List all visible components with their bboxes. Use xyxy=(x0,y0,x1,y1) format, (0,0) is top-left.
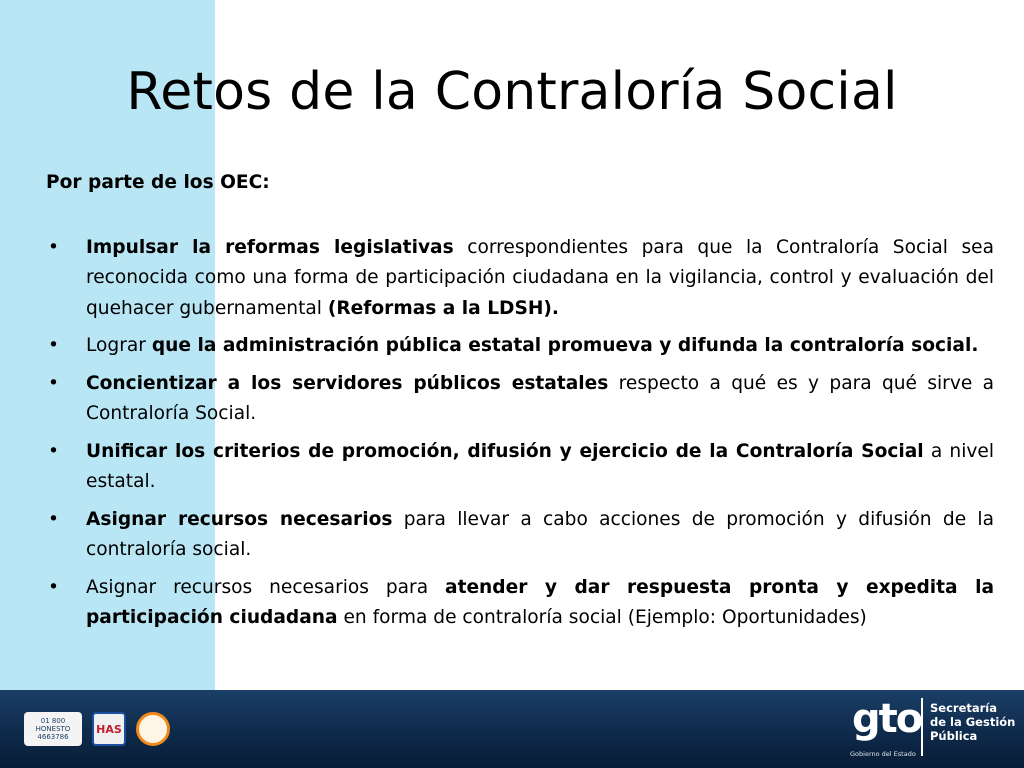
has-logo xyxy=(92,712,126,746)
slide-title: Retos de la Contraloría Social xyxy=(126,62,898,122)
bullet-dot: • xyxy=(48,335,59,356)
secretaria-line-2: de la Gestión xyxy=(930,715,1016,729)
bullet-text: a nivel estatal. xyxy=(86,440,994,492)
bullet-text: Asignar recursos necesarios para xyxy=(86,576,446,598)
bullet-dot: • xyxy=(48,440,59,462)
footer-divider xyxy=(921,698,923,756)
bullet-text: respecto a qué es y para qué sirve a Contraloría Social. xyxy=(86,372,994,424)
bullet-text: correspondientes para que la Contraloría Social sea reconocida como una forma de participación ciudadana en la vigilancia, control y evaluación del quehacer gubernamental xyxy=(86,236,994,319)
bullet-dot: • xyxy=(48,576,59,598)
bullet-text-bold: que la administración pública estatal promueva y difunda la contraloría social. xyxy=(151,335,979,356)
secretaria-line-1: Secretaría xyxy=(930,701,998,715)
bullet-item xyxy=(46,573,994,634)
has-logo-text: HAS xyxy=(96,722,122,736)
bullet-text-bold: Concientizar a los servidores públicos estatales xyxy=(86,372,609,394)
secretaria-logo-text xyxy=(930,701,1020,743)
gto-logo-subtitle: Gobierno del Estado xyxy=(850,750,916,758)
gto-logo xyxy=(846,694,926,764)
gto-logo-word: gto xyxy=(852,696,922,742)
phone-honesty-logo xyxy=(24,712,82,746)
slide-intro: Por parte de los OEC: xyxy=(46,172,270,193)
bullet-item xyxy=(46,233,994,325)
bullet-dot: • xyxy=(48,508,59,530)
bullet-list xyxy=(46,233,994,634)
bullet-text: en forma de contraloría social (Ejemplo: Oportunidades) xyxy=(337,607,867,628)
bullet-item xyxy=(46,437,994,498)
slide-content xyxy=(46,168,994,641)
secretaria-line-3: Pública xyxy=(930,729,978,743)
bullet-item xyxy=(46,369,994,430)
bullet-text-bold: atender y dar respuesta pronta y expedita la participación ciudadana xyxy=(86,576,994,628)
bullet-item xyxy=(46,331,994,362)
orange-circle-logo xyxy=(136,712,170,746)
bullet-dot: • xyxy=(48,236,59,258)
bullet-text: para llevar a cabo acciones de promoción y difusión de la contraloría social. xyxy=(86,508,994,560)
bullet-item xyxy=(46,505,994,566)
bullet-text-bold: Unificar los criterios de promoción, difusión y ejercicio de la Contraloría Social xyxy=(86,440,924,462)
phone-honesty-logo-text: 01 800 HONESTO 4663786 xyxy=(35,717,71,741)
bullet-text-bold: (Reformas a la LDSH). xyxy=(327,297,559,319)
bullet-dot: • xyxy=(48,372,59,394)
bullet-text-bold: Asignar recursos necesarios xyxy=(86,508,393,530)
bullet-text-bold: Impulsar la reformas legislativas xyxy=(86,236,454,258)
bullet-text: Lograr xyxy=(86,335,152,356)
